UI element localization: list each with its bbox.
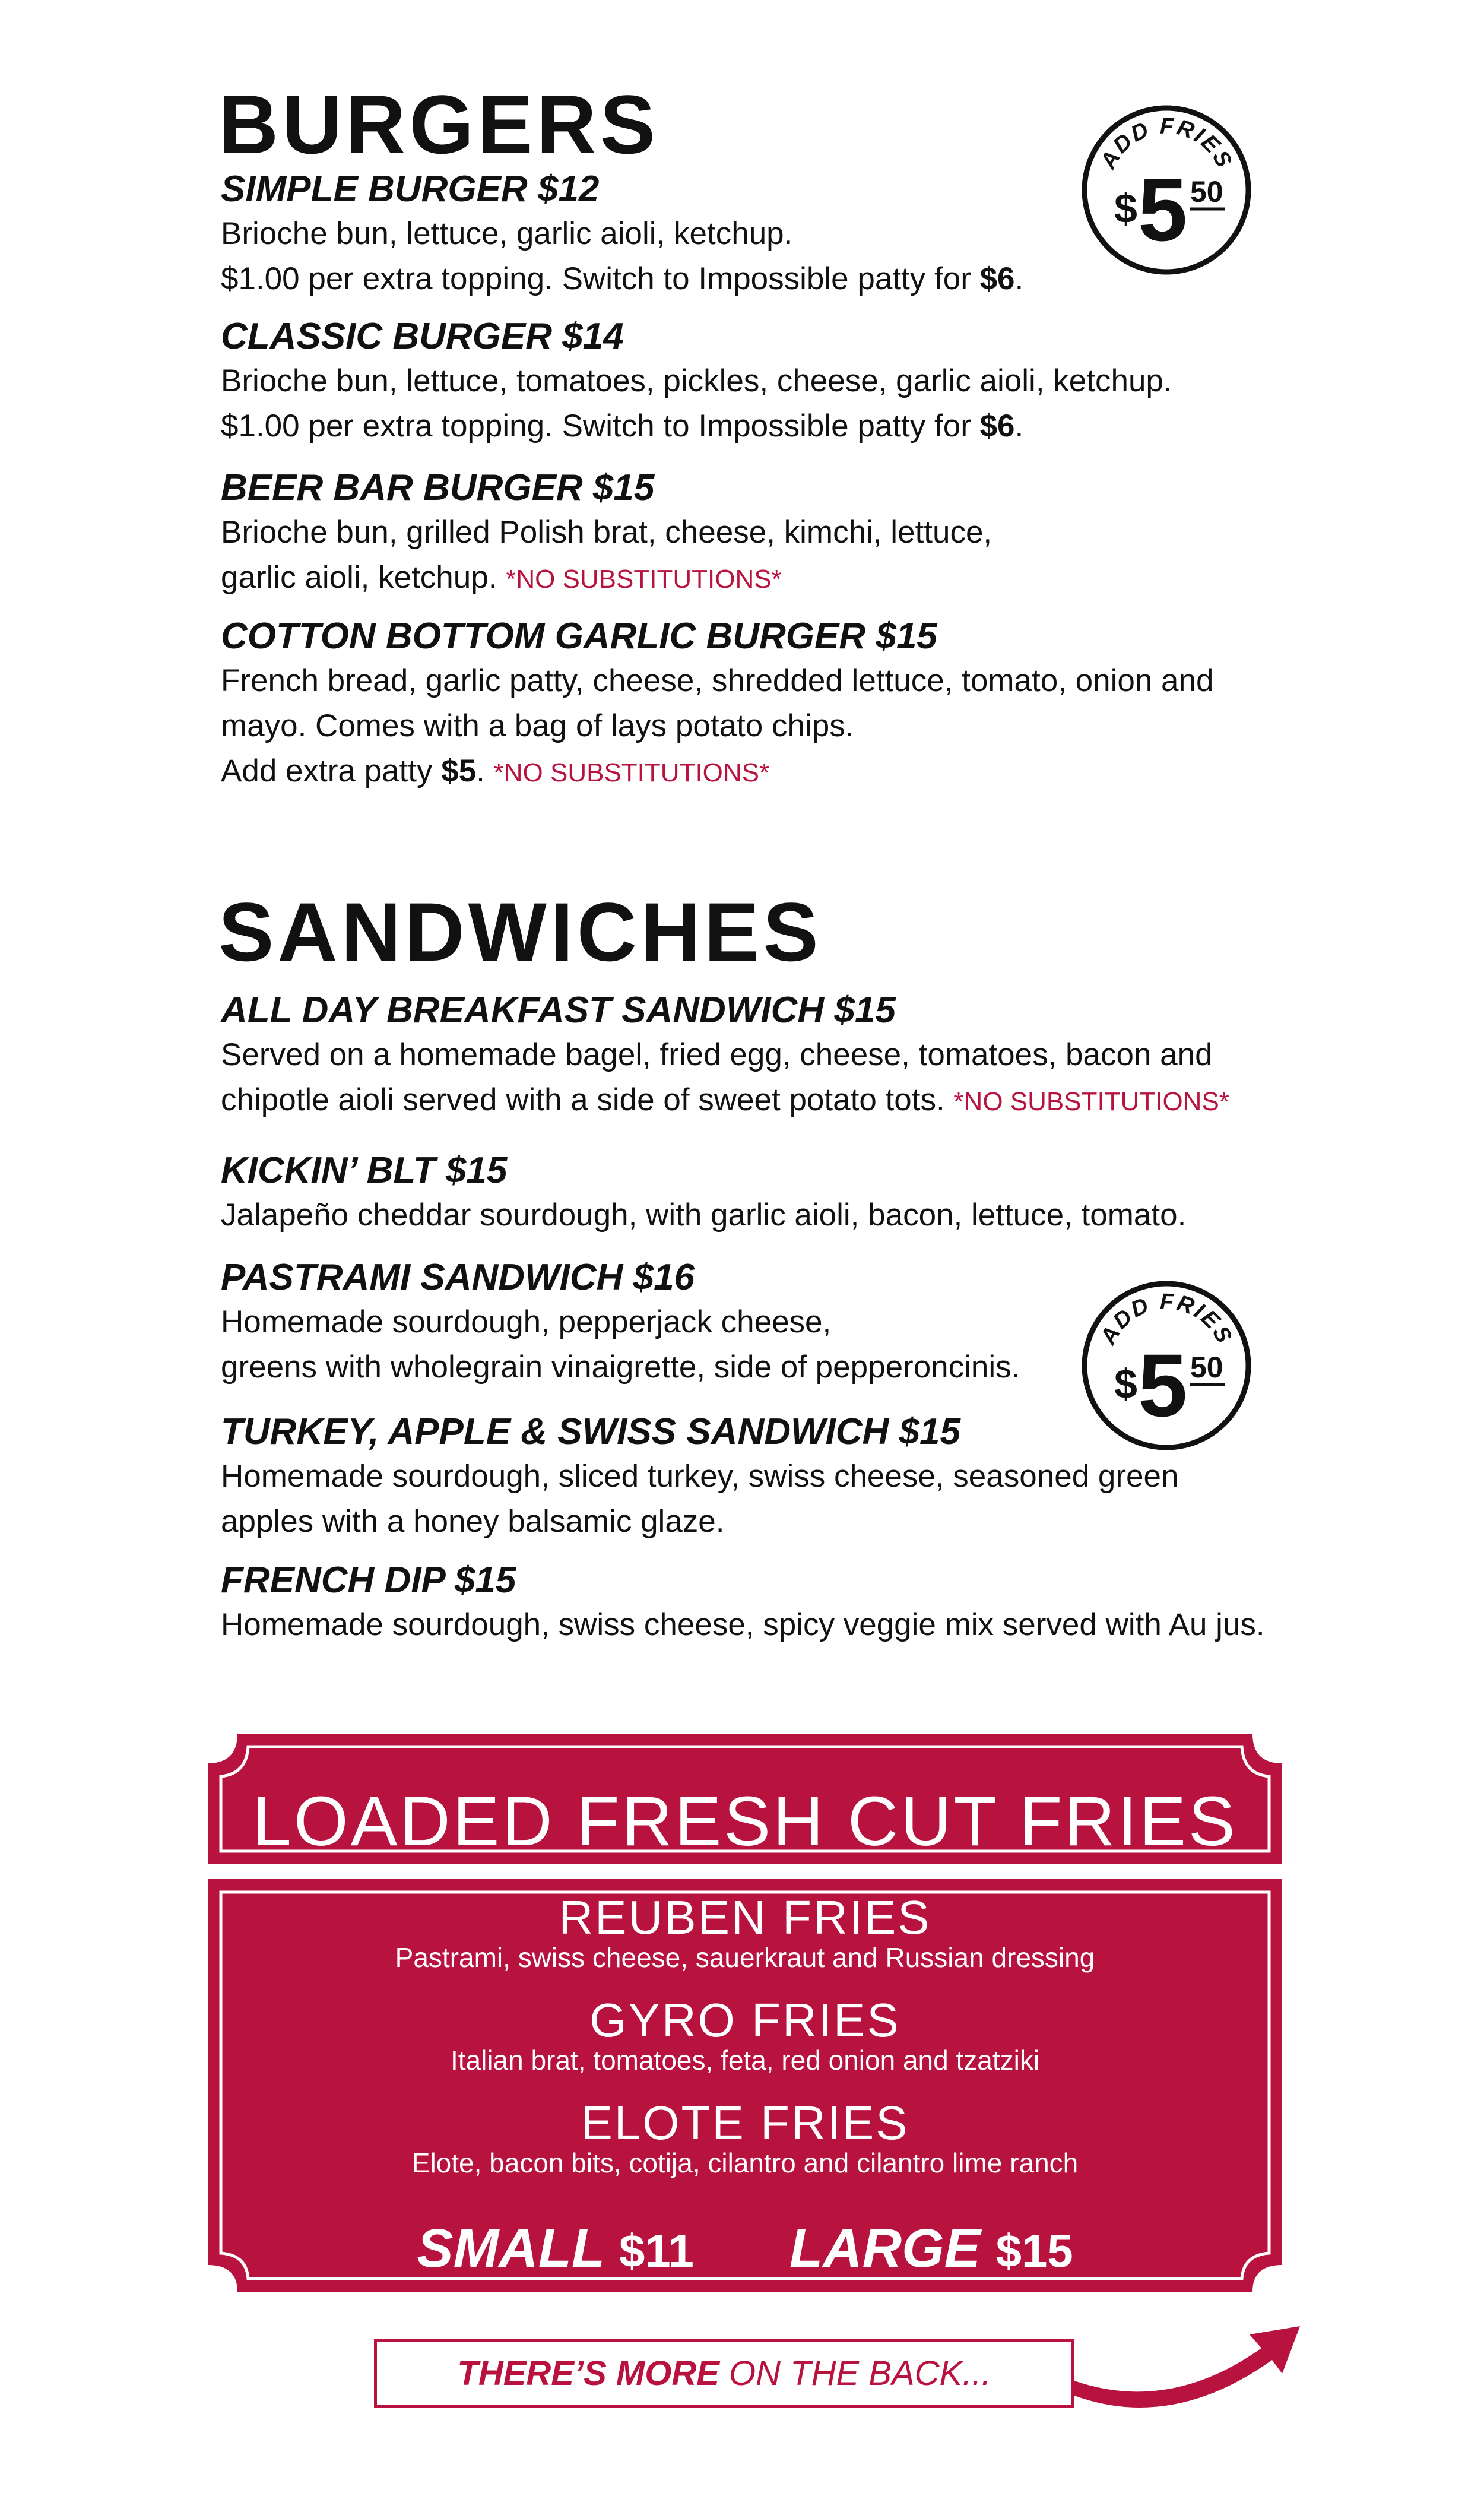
fries-item-description: Italian brat, tomatoes, feta, red onion and tzatziki [450,2045,1040,2076]
item-name: SIMPLE BURGER $12 [221,169,600,210]
description-line: Homemade sourdough, pepperjack cheese, [221,1304,832,1340]
large-label: LARGE [789,2218,981,2279]
burgers-heading: BURGERS [218,78,659,171]
item-description [221,658,1325,796]
description-line: chipotle aioli served with a side of sweet potato tots. [221,1082,945,1118]
badge-amount: 5 [1138,160,1188,259]
description-line: Brioche bun, lettuce, garlic aioli, ketchup. [221,216,793,252]
fries-item-name: ELOTE FRIES [581,2096,909,2150]
item-name: FRENCH DIP $15 [221,1560,516,1601]
loaded-fries-panel [202,1728,1288,2298]
description-line: Served on a homemade bagel, fried egg, cheese, tomatoes, bacon and [221,1037,1213,1073]
price-highlight: $5 [441,753,477,789]
menu-item-beer-bar-burger [221,466,1325,602]
item-name: ALL DAY BREAKFAST SANDWICH $15 [221,990,896,1031]
item-name: KICKIN’ BLT $15 [221,1150,508,1191]
description-line: Add extra patty [221,753,442,789]
no-substitutions-note: *NO SUBSTITUTIONS* [506,565,782,594]
punctuation: . [476,753,485,789]
description-line: greens with wholegrain vinaigrette, side of pepperoncinis. [221,1350,1020,1385]
more-on-back-banner [374,2339,1074,2408]
fries-item-description: Pastrami, swiss cheese, sauerkraut and Russian dressing [395,1942,1095,1973]
item-description [221,1602,1325,1648]
description-line: mayo. Comes with a bag of lays potato chips. [221,708,854,744]
curved-arrow-icon [1068,2298,1318,2440]
description-line: apples with a honey balsamic glaze. [221,1504,725,1539]
menu-item-french-dip [221,1558,1325,1648]
item-name: TURKEY, APPLE & SWISS SANDWICH $15 [221,1411,960,1452]
punctuation: . [1014,261,1024,297]
add-fries-badge [1077,1276,1255,1455]
menu-item-classic-burger [221,315,1325,449]
item-name: PASTRAMI SANDWICH $16 [221,1257,695,1298]
description-line: $1.00 per extra topping. Switch to Impossible patty for [221,408,980,444]
description-line: garlic aioli, ketchup. [221,560,497,595]
price-highlight: $6 [979,408,1015,444]
item-description [221,359,1325,449]
badge-dollar: $ [1114,185,1137,232]
loaded-fries-heading: LOADED FRESH CUT FRIES [252,1782,1238,1861]
item-description [221,1454,1325,1544]
add-fries-badge-graphic [1077,101,1255,279]
fries-item-name: GYRO FRIES [589,1994,900,2047]
punctuation: . [1014,408,1024,444]
price-highlight: $6 [979,261,1015,297]
description-line: Brioche bun, grilled Polish brat, cheese, kimchi, lettuce, [221,515,992,550]
small-label: SMALL [417,2218,604,2279]
badge-top-text: ADD FRIES [1095,1289,1238,1349]
description-line: Homemade sourdough, sliced turkey, swiss cheese, seasoned green [221,1459,1179,1494]
fries-item-description: Elote, bacon bits, cotija, cilantro and cilantro lime ranch [411,2147,1079,2179]
fries-item-name: REUBEN FRIES [559,1891,931,1944]
badge-top-text: ADD FRIES [1095,113,1238,173]
large-price: $15 [995,2225,1073,2277]
small-price: $11 [619,2225,694,2277]
no-substitutions-note: *NO SUBSTITUTIONS* [493,758,770,788]
loaded-fries-list [202,1888,1288,2203]
description-line: $1.00 per extra topping. Switch to Impossible patty for [221,261,980,297]
more-on-back-rest: ON THE BACK... [719,2354,991,2393]
menu-item-cotton-bottom-garlic-burger [221,614,1325,796]
add-fries-badge-graphic [1077,1276,1255,1455]
item-description [221,1032,1325,1124]
badge-cents: 50 [1190,175,1223,208]
add-fries-badge [1077,101,1255,279]
badge-dollar: $ [1114,1361,1137,1407]
description-line: French bread, garlic patty, cheese, shredded lettuce, tomato, onion and [221,663,1214,699]
badge-amount: 5 [1138,1335,1188,1435]
item-description [221,510,1325,602]
item-name: CLASSIC BURGER $14 [221,316,624,357]
no-substitutions-note: *NO SUBSTITUTIONS* [953,1087,1229,1117]
sandwiches-heading: SANDWICHES [218,885,822,978]
badge-cents: 50 [1190,1351,1223,1384]
item-description [221,1193,1325,1238]
menu-item-kickin-blt [221,1149,1325,1238]
description-line: Brioche bun, lettuce, tomatoes, pickles, cheese, garlic aioli, ketchup. [221,363,1172,399]
description-line: Homemade sourdough, swiss cheese, spicy veggie mix served with Au jus. [221,1607,1265,1643]
menu-item-all-day-breakfast-sandwich [221,989,1325,1124]
item-name: COTTON BOTTOM GARLIC BURGER $15 [221,616,937,657]
description-line: Jalapeño cheddar sourdough, with garlic aioli, bacon, lettuce, tomato. [221,1198,1187,1233]
more-on-back-strong: THERE’S MORE [457,2354,719,2393]
fries-size-prices [202,2218,1288,2280]
item-name: BEER BAR BURGER $15 [221,467,655,508]
